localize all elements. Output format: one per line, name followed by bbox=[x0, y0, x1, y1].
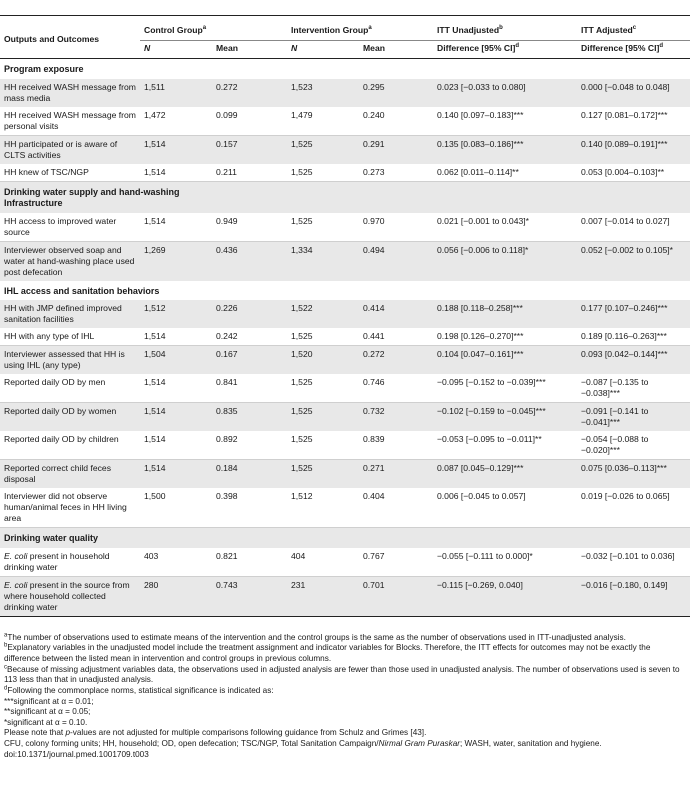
table-row bbox=[0, 488, 690, 528]
significance-3: *significant at α = 0.10. bbox=[4, 717, 88, 727]
intervention-mean-cell: 0.291 bbox=[359, 135, 433, 164]
table-row bbox=[0, 213, 690, 242]
control-n-cell: 1,269 bbox=[140, 241, 212, 281]
control-n-cell: 403 bbox=[140, 548, 212, 577]
outcome-label: Reported daily OD by children bbox=[0, 431, 140, 460]
outcome-label: E. coli present in household drinking water bbox=[0, 548, 140, 577]
control-n-cell: 1,514 bbox=[140, 328, 212, 346]
unadjusted-diff-cell: 0.023 [−0.033 to 0.080] bbox=[433, 79, 577, 107]
control-mean-header: Mean bbox=[212, 41, 287, 59]
control-n-cell: 1,514 bbox=[140, 403, 212, 432]
intervention-n-cell: 1,525 bbox=[287, 431, 359, 460]
adjusted-diff-cell: −0.054 [−0.088 to −0.020]*** bbox=[577, 431, 690, 460]
outcome-label: HH access to improved water source bbox=[0, 213, 140, 242]
unadjusted-diff-cell: 0.021 [−0.001 to 0.043]* bbox=[433, 213, 577, 242]
adjusted-diff-header: Difference [95% CI]$^d$ bbox=[577, 41, 690, 59]
intervention-mean-cell: 0.272 bbox=[359, 346, 433, 375]
intervention-n-cell: 1,525 bbox=[287, 213, 359, 242]
significance-1: ***significant at α = 0.01; bbox=[4, 696, 94, 706]
adjusted-diff-cell: −0.032 [−0.101 to 0.036] bbox=[577, 548, 690, 577]
intervention-mean-cell: 0.295 bbox=[359, 79, 433, 107]
unadjusted-diff-header: Difference [95% CI]$^d$ bbox=[433, 41, 577, 59]
intervention-n-cell: 1,525 bbox=[287, 328, 359, 346]
outcome-label: Reported daily OD by men bbox=[0, 374, 140, 403]
control-n-cell: 1,472 bbox=[140, 107, 212, 136]
adjusted-diff-cell: 0.189 [0.116–0.263]*** bbox=[577, 328, 690, 346]
intervention-n-cell: 1,520 bbox=[287, 346, 359, 375]
unadjusted-diff-cell: −0.055 [−0.111 to 0.000]* bbox=[433, 548, 577, 577]
control-mean-cell: 0.272 bbox=[212, 79, 287, 107]
outcome-label: Interviewer assessed that HH is using IHL (any type) bbox=[0, 346, 140, 375]
itt-adjusted-header: ITT Adjusted$^c$ bbox=[581, 25, 637, 35]
control-group-header: Control Group$^a$ bbox=[144, 25, 207, 35]
adjusted-diff-cell: 0.140 [0.089–0.191]*** bbox=[577, 135, 690, 164]
control-mean-cell: 0.157 bbox=[212, 135, 287, 164]
control-mean-cell: 0.226 bbox=[212, 300, 287, 328]
outcome-label: E. coli present in the source from where household collected drinking water bbox=[0, 576, 140, 616]
footnote-b: $^b$Explanatory variables in the unadjusted model include the treatment assignment and indicator variables for Blocks. Therefore, the ITT effects for outcomes may not be exactly the difference between the listed mean in intervention and control groups in previous columns. bbox=[4, 642, 651, 663]
table-row bbox=[0, 300, 690, 328]
section-row-water-supply: Drinking water supply and hand-washing Infrastructure bbox=[0, 181, 690, 213]
control-mean-cell: 0.743 bbox=[212, 576, 287, 616]
intervention-group-header: Intervention Group$^a$ bbox=[291, 25, 372, 35]
table-footnotes bbox=[0, 617, 690, 761]
adjusted-diff-cell: −0.016 [−0.180, 0.149] bbox=[577, 576, 690, 616]
control-n-cell: 1,500 bbox=[140, 488, 212, 528]
intervention-mean-cell: 0.732 bbox=[359, 403, 433, 432]
control-mean-cell: 0.892 bbox=[212, 431, 287, 460]
control-n-cell: 1,514 bbox=[140, 213, 212, 242]
footnote-c: $^c$Because of missing adjustment variables data, the observations used in adjusted analysis are fewer than those used in unadjusted analysis. The number of observations used is seven to 113 less than that in unadjusted analysis. bbox=[4, 663, 680, 685]
control-n-cell: 1,511 bbox=[140, 79, 212, 107]
control-mean-cell: 0.841 bbox=[212, 374, 287, 403]
unadjusted-diff-cell: 0.140 [0.097–0.183]*** bbox=[433, 107, 577, 136]
unadjusted-diff-cell: 0.104 [0.047–0.161]*** bbox=[433, 346, 577, 375]
intervention-n-cell: 1,525 bbox=[287, 374, 359, 403]
intervention-mean-cell: 0.746 bbox=[359, 374, 433, 403]
results-table bbox=[0, 15, 690, 617]
unadjusted-diff-cell: 0.062 [0.011–0.114]** bbox=[433, 164, 577, 182]
control-n-cell: 280 bbox=[140, 576, 212, 616]
adjusted-diff-cell: 0.019 [−0.026 to 0.065] bbox=[577, 488, 690, 528]
control-mean-cell: 0.242 bbox=[212, 328, 287, 346]
table-page bbox=[0, 15, 690, 800]
table-row bbox=[0, 403, 690, 432]
outcome-label: HH knew of TSC/NGP bbox=[0, 164, 140, 182]
control-n-cell: 1,514 bbox=[140, 135, 212, 164]
intervention-mean-header: Mean bbox=[359, 41, 433, 59]
control-mean-cell: 0.099 bbox=[212, 107, 287, 136]
itt-unadjusted-header: ITT Unadjusted$^b$ bbox=[437, 25, 503, 35]
control-mean-cell: 0.821 bbox=[212, 548, 287, 577]
intervention-mean-cell: 0.839 bbox=[359, 431, 433, 460]
outcome-label: HH with JMP defined improved sanitation facilities bbox=[0, 300, 140, 328]
adjusted-diff-cell: 0.093 [0.042–0.144]*** bbox=[577, 346, 690, 375]
table-row bbox=[0, 460, 690, 489]
adjusted-diff-cell: −0.087 [−0.135 to −0.038]*** bbox=[577, 374, 690, 403]
intervention-n-cell: 231 bbox=[287, 576, 359, 616]
adjusted-diff-cell: −0.091 [−0.141 to −0.041]*** bbox=[577, 403, 690, 432]
table-row bbox=[0, 241, 690, 281]
table-header bbox=[0, 16, 690, 59]
outcome-label: HH participated or is aware of CLTS activities bbox=[0, 135, 140, 164]
intervention-n-cell: 1,479 bbox=[287, 107, 359, 136]
intervention-mean-cell: 0.441 bbox=[359, 328, 433, 346]
intervention-n-cell: 1,525 bbox=[287, 403, 359, 432]
table-row bbox=[0, 328, 690, 346]
intervention-mean-cell: 0.271 bbox=[359, 460, 433, 489]
table-row bbox=[0, 576, 690, 616]
control-mean-cell: 0.167 bbox=[212, 346, 287, 375]
doi-link[interactable]: doi:10.1371/journal.pmed.1001709.t003 bbox=[4, 749, 149, 759]
intervention-mean-cell: 0.404 bbox=[359, 488, 433, 528]
intervention-n-cell: 1,523 bbox=[287, 79, 359, 107]
control-mean-cell: 0.184 bbox=[212, 460, 287, 489]
outcome-label: Interviewer did not observe human/animal feces in HH living area bbox=[0, 488, 140, 528]
unadjusted-diff-cell: 0.198 [0.126–0.270]*** bbox=[433, 328, 577, 346]
unadjusted-diff-cell: −0.102 [−0.159 to −0.045]*** bbox=[433, 403, 577, 432]
control-mean-cell: 0.398 bbox=[212, 488, 287, 528]
adjusted-diff-cell: 0.000 [−0.048 to 0.048] bbox=[577, 79, 690, 107]
outcome-label: Interviewer observed soap and water at hand-washing place used post defecation bbox=[0, 241, 140, 281]
outcome-label: Reported daily OD by women bbox=[0, 403, 140, 432]
control-n-cell: 1,512 bbox=[140, 300, 212, 328]
control-mean-cell: 0.211 bbox=[212, 164, 287, 182]
table-row bbox=[0, 164, 690, 182]
unadjusted-diff-cell: 0.188 [0.118–0.258]*** bbox=[433, 300, 577, 328]
control-n-cell: 1,514 bbox=[140, 374, 212, 403]
footnote-a: $^a$The number of observations used to estimate means of the intervention and the control groups is the same as the number of observations used in ITT-unadjusted analysis. bbox=[4, 631, 626, 642]
unadjusted-diff-cell: 0.006 [−0.045 to 0.057] bbox=[433, 488, 577, 528]
intervention-n-cell: 1,525 bbox=[287, 135, 359, 164]
control-n-cell: 1,514 bbox=[140, 431, 212, 460]
control-n-cell: 1,504 bbox=[140, 346, 212, 375]
section-row-program-exposure: Program exposure bbox=[4, 64, 84, 74]
pvalue-note: Please note that p-values are not adjusted for multiple comparisons following guidance from Schulz and Grimes [43]. bbox=[4, 728, 427, 738]
intervention-mean-cell: 0.701 bbox=[359, 576, 433, 616]
outcome-label: HH with any type of IHL bbox=[0, 328, 140, 346]
control-mean-cell: 0.949 bbox=[212, 213, 287, 242]
control-n-header: N bbox=[140, 41, 212, 59]
table-row bbox=[0, 346, 690, 375]
table-body bbox=[0, 59, 690, 617]
control-n-cell: 1,514 bbox=[140, 460, 212, 489]
outcomes-column-header: Outputs and Outcomes bbox=[0, 16, 140, 59]
adjusted-diff-cell: 0.052 [−0.002 to 0.105]* bbox=[577, 241, 690, 281]
table-row bbox=[0, 135, 690, 164]
table-row bbox=[0, 79, 690, 107]
intervention-mean-cell: 0.240 bbox=[359, 107, 433, 136]
table-row bbox=[0, 374, 690, 403]
adjusted-diff-cell: 0.177 [0.107–0.246]*** bbox=[577, 300, 690, 328]
table-row bbox=[0, 107, 690, 136]
section-row-ihl: IHL access and sanitation behaviors bbox=[4, 285, 160, 296]
unadjusted-diff-cell: −0.115 [−0.269, 0.040] bbox=[433, 576, 577, 616]
intervention-n-cell: 1,525 bbox=[287, 164, 359, 182]
section-row-water-quality: Drinking water quality bbox=[0, 528, 690, 548]
significance-2: **significant at α = 0.05; bbox=[4, 707, 91, 717]
intervention-mean-cell: 0.494 bbox=[359, 241, 433, 281]
intervention-n-cell: 1,525 bbox=[287, 460, 359, 489]
unadjusted-diff-cell: 0.056 [−0.006 to 0.118]* bbox=[433, 241, 577, 281]
unadjusted-diff-cell: 0.135 [0.083–0.186]*** bbox=[433, 135, 577, 164]
intervention-mean-cell: 0.970 bbox=[359, 213, 433, 242]
table-row bbox=[0, 548, 690, 577]
adjusted-diff-cell: 0.007 [−0.014 to 0.027] bbox=[577, 213, 690, 242]
outcome-label: HH received WASH message from mass media bbox=[0, 79, 140, 107]
adjusted-diff-cell: 0.127 [0.081–0.172]*** bbox=[577, 107, 690, 136]
adjusted-diff-cell: 0.053 [0.004–0.103]** bbox=[577, 164, 690, 182]
intervention-mean-cell: 0.767 bbox=[359, 548, 433, 577]
intervention-n-cell: 1,522 bbox=[287, 300, 359, 328]
control-mean-cell: 0.436 bbox=[212, 241, 287, 281]
unadjusted-diff-cell: −0.095 [−0.152 to −0.039]*** bbox=[433, 374, 577, 403]
footnote-d: $^d$Following the commonplace norms, statistical significance is indicated as: bbox=[4, 685, 274, 695]
intervention-n-cell: 404 bbox=[287, 548, 359, 577]
intervention-n-cell: 1,334 bbox=[287, 241, 359, 281]
outcome-label: Reported correct child feces disposal bbox=[0, 460, 140, 489]
adjusted-diff-cell: 0.075 [0.036–0.113]*** bbox=[577, 460, 690, 489]
control-mean-cell: 0.835 bbox=[212, 403, 287, 432]
outcome-label: HH received WASH message from personal visits bbox=[0, 107, 140, 136]
abbreviations-note: CFU, colony forming units; HH, household; OD, open defecation; TSC/NGP, Total Sanitation Campaign/Nirmal Gram Puraskar; WASH, water, sanitation and hygiene. bbox=[4, 739, 602, 749]
intervention-mean-cell: 0.273 bbox=[359, 164, 433, 182]
intervention-mean-cell: 0.414 bbox=[359, 300, 433, 328]
unadjusted-diff-cell: 0.087 [0.045–0.129]*** bbox=[433, 460, 577, 489]
control-n-cell: 1,514 bbox=[140, 164, 212, 182]
intervention-n-cell: 1,512 bbox=[287, 488, 359, 528]
unadjusted-diff-cell: −0.053 [−0.095 to −0.011]** bbox=[433, 431, 577, 460]
table-row bbox=[0, 431, 690, 460]
intervention-n-header: N bbox=[287, 41, 359, 59]
